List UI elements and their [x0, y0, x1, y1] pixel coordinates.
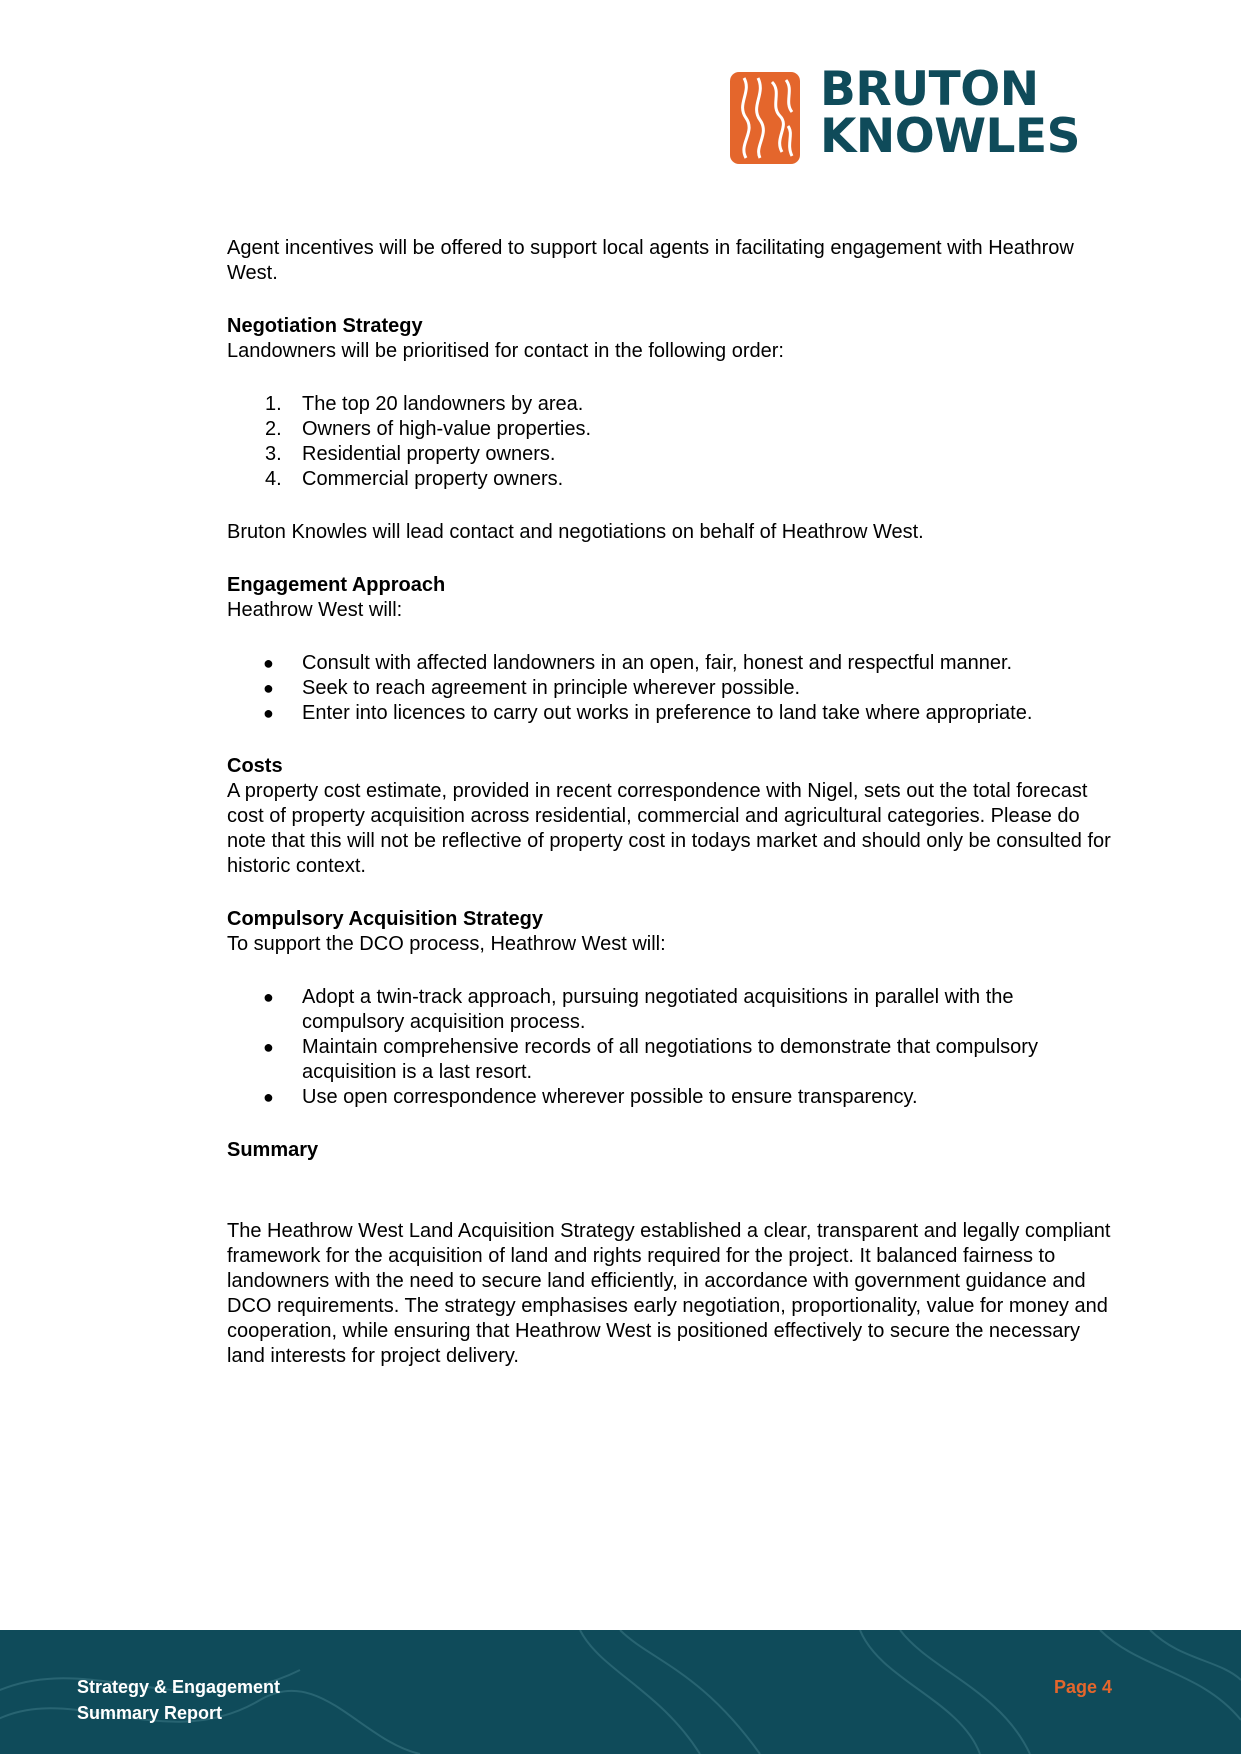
- costs-body: A property cost estimate, provided in recent correspondence with Nigel, sets out the total forecast cost of property acquisition across residential, commercial and agricultural categories. Please do note that this will not be reflective of property cost in todays market and should only be consulted for historic context.: [227, 780, 1111, 877]
- logo-word-bruton: BRUTON: [820, 62, 1039, 117]
- list-item: [227, 1085, 1112, 1110]
- list-item-text: Residential property owners.: [302, 443, 556, 465]
- engagement-heading: Engagement Approach: [227, 574, 446, 596]
- list-item: [227, 985, 1112, 1035]
- page-number: Page 4: [1054, 1677, 1113, 1697]
- bullet-icon: ●: [263, 703, 274, 723]
- list-item-text: Adopt a twin-track approach, pursuing negotiated acquisitions in parallel with the compulsory acquisition process.: [302, 986, 1014, 1033]
- negotiation-closing: Bruton Knowles will lead contact and negotiations on behalf of Heathrow West.: [227, 521, 924, 543]
- bullet-icon: ●: [263, 987, 274, 1007]
- logo-word-knowles: KNOWLES: [820, 109, 1080, 164]
- bullet-icon: ●: [263, 1037, 274, 1057]
- list-item-text: The top 20 landowners by area.: [302, 393, 584, 415]
- summary-body: The Heathrow West Land Acquisition Strategy established a clear, transparent and legally compliant framework for the acquisition of land and rights required for the project. It balanced fairness to landowners with the need to secure land efficiently, in accordance with government guidance and DCO requirements. The strategy emphasises early negotiation, proportionality, value for money and cooperation, while ensuring that Heathrow West is positioned effectively to secure the necessary land interests for project delivery.: [227, 1220, 1111, 1367]
- list-item-text: Use open correspondence wherever possible to ensure transparency.: [302, 1086, 918, 1108]
- list-item: [227, 417, 1112, 442]
- list-item-text: Seek to reach agreement in principle wherever possible.: [302, 677, 801, 699]
- compulsory-intro: To support the DCO process, Heathrow West will:: [227, 933, 666, 955]
- footer-title-line-2: Summary Report: [77, 1703, 223, 1723]
- bullet-icon: ●: [263, 678, 274, 698]
- list-number: 4.: [265, 468, 282, 490]
- list-number: 1.: [265, 393, 282, 415]
- list-item: [227, 1035, 1112, 1085]
- list-item: [227, 676, 1112, 701]
- compulsory-bullet-list: [227, 985, 1112, 1110]
- list-item-text: Commercial property owners.: [302, 468, 564, 490]
- summary-heading: Summary: [227, 1139, 319, 1161]
- footer-title-line-1: Strategy & Engagement: [77, 1677, 281, 1697]
- list-item-text: Maintain comprehensive records of all negotiations to demonstrate that compulsory acquisition is a last resort.: [302, 1036, 1038, 1083]
- list-item: [227, 701, 1112, 726]
- bullet-icon: ●: [263, 653, 274, 673]
- list-item: [227, 651, 1112, 676]
- logo-mark-icon: [730, 72, 800, 164]
- list-item-text: Consult with affected landowners in an open, fair, honest and respectful manner.: [302, 652, 1013, 674]
- logo-wordmark: [820, 62, 1080, 164]
- negotiation-heading: Negotiation Strategy: [227, 315, 423, 337]
- list-item: [227, 392, 1112, 417]
- list-item-text: Enter into licences to carry out works in preference to land take where appropriate.: [302, 702, 1033, 724]
- bullet-icon: ●: [263, 1087, 274, 1107]
- list-number: 2.: [265, 418, 282, 440]
- intro-paragraph: Agent incentives will be offered to support local agents in facilitating engagement with Heathrow West.: [227, 237, 1074, 284]
- costs-heading: Costs: [227, 755, 283, 777]
- list-item: [227, 442, 1112, 467]
- list-item-text: Owners of high-value properties.: [302, 418, 592, 440]
- bruton-knowles-logo: [730, 62, 1125, 168]
- engagement-bullet-list: [227, 651, 1112, 726]
- engagement-intro: Heathrow West will:: [227, 599, 403, 621]
- document-body: [227, 236, 1112, 1369]
- compulsory-heading: Compulsory Acquisition Strategy: [227, 908, 543, 930]
- negotiation-intro: Landowners will be prioritised for contact in the following order:: [227, 340, 784, 362]
- page-footer: [0, 1630, 1241, 1754]
- negotiation-numbered-list: [227, 392, 1112, 492]
- footer-report-title: [77, 1674, 280, 1726]
- list-item: [227, 467, 1112, 492]
- list-number: 3.: [265, 443, 282, 465]
